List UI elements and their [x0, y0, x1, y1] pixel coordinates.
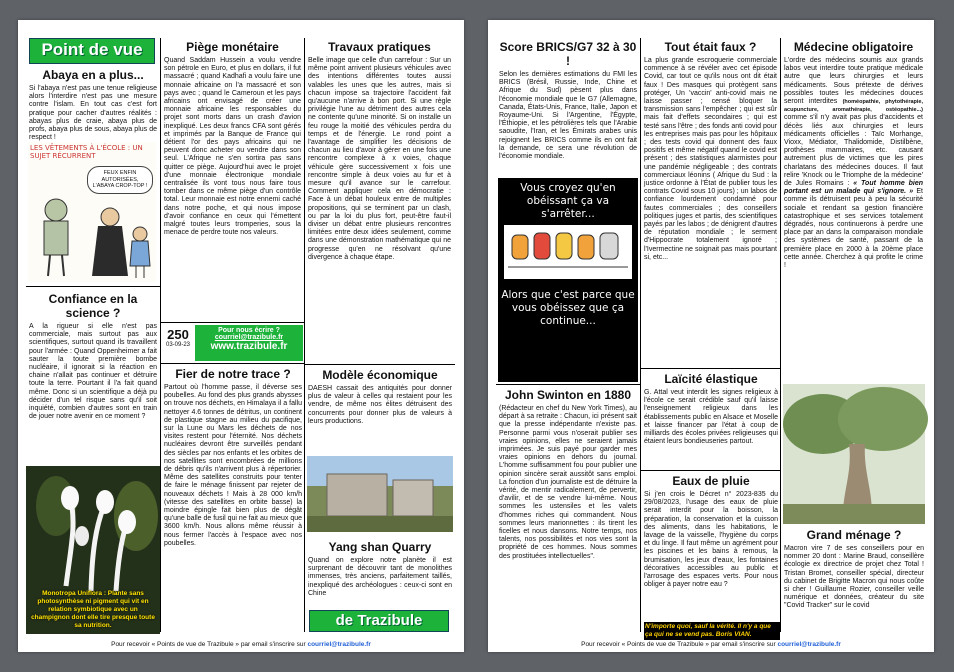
modele-title: Modèle économique [322, 368, 438, 382]
left-footer [18, 641, 464, 648]
vian-quote: N'importe quoi, sauf la vérité. Il n'y a que ça qui ne se vend pas. Boris VIAN. [644, 622, 780, 640]
abaya-cartoon-title: LES VÊTEMENTS À L'ÉCOLE : UN SUJET RÉCURRENT [30, 144, 143, 160]
newsletter-page-right [488, 20, 934, 652]
abaya-text: Si l'abaya n'est pas une tenue religieuse alors l'interdire n'est pas une mesure contre l'islam. En tout cas c'est fort pratique pour cacher d'autres réalités : abayas plus de craie, abaya plus de profs, abaya plus de sous, abaya plus de respect ! [29, 85, 157, 142]
cartoon-figures-icon [28, 142, 156, 282]
dechets-title: Fier de notre trace ? [175, 367, 291, 381]
medecine-title: Médecine obligatoire [793, 40, 914, 54]
travaux-text: Belle image que celle d'un carrefour : Sur un même point arrivent plusieurs véhicules avec des intentions différentes toutes aussi valables les unes que les autres, mais si chacun impose sa trajectoire l'accident fait qu'aucune n'arrive à bon port. Si une règle privilégie l'une au détriment des autres cela ne contente qu'une minorité. Si on installe un feu rouge la moitié des véhicules perdra du temps et de l'énergie. Le rond point a l'avantage de simplifier les décisions de chacun au lieu d'avoir à gérer en une fois une rencontre complexe à x voies, chaque véhicule gère successivement x fois une rencontre simple à deux voies au fur et à mesure qu'il avance sur le carrefour. Comment appliquer cela en démocratie : Face à un débat houleux entre de multiples propositions, qui se terminent par un clash, ou par la loi du plus fort, peut-être faut-il diviser un débat entre plusieurs rencontres limitées entre deux idées seulement, comme dans une démonstration mathématique qui ne progresse qu'en ne résolvant qu'une divergence à chaque étape. [308, 57, 451, 261]
issue-date: 03-09-23 [165, 342, 191, 348]
brics-text: Selon les dernières estimations du FMI les BRICS (Brésil, Russie, Inde, Chine et Afrique du Sud) pèsent plus dans l'économie mondiale que le G7 (Allemagne, Canada, États-Unis, France, Italie, Japon et Royaume-Uni. Si l'Argentine, l'Égypte, l'Éthiopie, et les pétrolières tels que l'Arabie saoudite, l'Iran, et les Émirats arabes unis rejoignent les BRICS comme ils en ont fait la demande, ce sera une révolution de l'économie mondiale. [499, 71, 637, 161]
issue-number-box [163, 328, 193, 348]
cartoon-bottom-text: Alors que c'est parce que vous obéissez que ça continue... [501, 289, 635, 327]
pluie-text: Si j'en crois le Décret n° 2023-835 du 29/08/2023, l'usage des eaux de pluie serait interdit pour la boisson, la préparation, la conservation et la cuisson des aliments, dans les habitations, le lavage de la vaisselle, l'hygiène du corps et du linge. Il faut même un agrément pour les piscines et les bains à remous, la brumisation, les jeux d'eaux, les fontaines décoratives accessibles au public et l'arrosage des espaces verts. Pour nous obliger à payer notre eau ? [644, 491, 778, 589]
travaux-title: Travaux pratiques [328, 40, 431, 54]
obedience-cartoon [498, 178, 638, 382]
medecine-text-1: L'ordre des médecins soumis aux grands labos veut interdire toute pratique médicale autre que leurs chirurgies et leurs médicaments. Sous prétexte de dérives possibles toutes les médecines douces seront interdites [784, 57, 923, 106]
yang-title: Yang shan Quarry [328, 540, 432, 554]
yang-text: Quand on explore notre planète il est surprenant de découvrir tant de monolithes immenses, très anciens, parfaitement taillés, inexpliqué des archéologues : ceux-ci sont en Chine [308, 557, 452, 597]
left-column-2 [160, 38, 304, 632]
olive-tree-icon [783, 384, 925, 524]
contact-box [195, 325, 303, 361]
monotropa-photo [26, 466, 160, 634]
website-link[interactable]: www.trazibule.fr [210, 341, 288, 352]
medecine-text [784, 57, 923, 270]
laicite-text: G. Attal veut interdit les signes religieux à l'école ce serait crédible sauf qu'il laisse l'enseignement religieux dans les établissements public en Alsace et Moselle et laisse financer par l'état à coup de milliards des écoles privées religieuses qui étaient leurs bondieuseries partout. [644, 389, 778, 446]
abaya-title: Abaya en a plus... [42, 68, 144, 82]
sheep-cartoon-icon [498, 221, 638, 283]
left-column-3 [304, 38, 454, 632]
left-footer-text: Pour recevoir « Points de vue de Trazibule » par email s'inscrire sur [111, 641, 306, 648]
medecine-text-3: Et comme ils détruisent peu à peu la sécurité sociale et rendant sa gestion financière catastrophique et ses services totalement dégradés, nous continuerons à perdre une place par an dans la comparaison mondiale des systèmes de santé, passant de la première place en 2000 à la 20ème place cette année. Cherchez à qui profite le crime ! [784, 188, 923, 270]
right-footer-email[interactable]: courriel@trazibule.fr [777, 641, 841, 648]
left-column-1 [26, 38, 160, 632]
left-footer-email[interactable]: courriel@trazibule.fr [307, 641, 371, 648]
abaya-cartoon-bubble: FEUX ENFIN AUTORISÉES, L'ABAYA CROP-TOP ! [87, 166, 153, 194]
tree-photo [783, 384, 925, 524]
medecine-quote: « Tout homme bien portant est un malade qui s'ignore. » [784, 180, 923, 196]
newsletter-page-left [18, 20, 464, 652]
laicite-title: Laïcité élastique [664, 372, 758, 386]
medecine-text-2: comme s'il n'y avait pas plus d'accidents et décès liés aux chirurgies et leurs médicaments officielles : Taïc Morhange, Vioxx, Médiator, Thalidomide, Distilbène, prothèses mammaires, etc. causant autrement plus de victimes que les pires charlatans des médecines douces. Il faut relire 'Knock ou le Triomphe de la médecine' de Jules Romains : [784, 114, 923, 188]
faux-title: Tout était faux ? [664, 40, 757, 54]
menage-title: Grand ménage ? [806, 528, 902, 542]
menage-text: Macron vire 7 de ses conseillers pour en nommer 20 dont : Marine Braud, conseillère écologie ex directrice de projet chez Total ! Tristan Bromet, conseiller spécial, directeur du cabinet de Brigitte Macron qui nous coûte si cher ! Guillaume Rozier, conseiller veille numérique et données, créateur du site "Covid Tracker" sur le covid [784, 545, 924, 610]
pluie-title: Eaux de pluie [672, 474, 750, 488]
quarry-photo [307, 456, 453, 532]
swinton-title: John Swinton en 1880 [504, 388, 632, 402]
quarry-monolith-icon [307, 456, 453, 532]
contact-email-link[interactable]: courriel@trazibule.fr [214, 334, 284, 341]
modele-text: DAESH cassait des antiquités pour donner plus de valeur à celles qui restaient pour les vendre, de même nos élites détruisent des concurrents pour donner plus de valeurs à leurs productions. [308, 385, 452, 425]
right-column-1 [496, 38, 640, 632]
swinton-text: (Rédacteur en chef du New York Times), au départ à sa retraite : Chacun, ici présent sait que la presse indépendante n'existe pas. Personne parmi vous n'oserait publier ses vraies opinions, elles ne seraient jamais imprimées. Je suis payé pour garder mes vraies opinions en dehors du journal. L'homme suffisamment fou pour publier une opinion sincère serait aussitôt sans emploi. La fonction d'un journaliste est de détruire la vérité, de mentir radicalement, de pervertir, d'avilir, et de se vendre lui-même. Nous sommes les ustensiles et les valets d'hommes riches qui commandent. Nous sommes leurs marionnettes : ils tirent les ficelles et nous dansons. Notre temps, nos talents, nos possibilités et nos vies sont la propriété de ces hommes. Nous sommes des prostituées intellectuelles". [499, 405, 637, 560]
right-column-3 [780, 38, 926, 632]
medecine-list: (homéopathie, phytothérapie, acupuncture, aromathérapie, ostéopathie...) [784, 99, 923, 114]
confiance-text: A la rigueur si elle n'est pas commerciale, mais surtout pas aux scientifiques, surtout quand ils travaillent pour l'armée : Quand Oppenheimer a fait sauter la toute première bombe nucléaire, il ignorait si la réaction en chaine n'allait pas continuer et détruire toute la terre. Pourtant il l'a fait quand même. Donc si un scientifique a déjà pu décider d'un tel risque sans qu'il soit inquiété, combien d'autres sont en train de jouer notre avenir en ce moment ? [29, 323, 157, 421]
banner-de-trazibule: de Trazibule [309, 610, 449, 632]
dechets-text: Partout où l'homme passe, il déverse ses poubelles. Au fond des plus grands abysses on trouve nos déchets, en Himalaya il a fallu nettoyer 4.6 tonnes de détritus, un continent de plastique stagne au milieu du pacifique, sur la Lune ou Mars les déchets de nos visites restent pour l'éternité. Nos déchets nucléaires devront être surveillés pendant des siècles par nos enfants et les orbites de nos satellites sont encombrées de millions de débris qu'ils n'arrivent plus à répertorier. Même des satellites construits pour tenter de faire le ménage finissent par rejeter de nouveaux déchets ! Mais à 28 000 km/h (vitesse des satellites en orbite basse) la moindre épingle fait bien plus de dégât qu'une balle de fusil qui ne fait au mieux que 3600 km/h. Nous allons même réussir à nous fermer l'accès à l'espace avec nos poubelles. [164, 384, 302, 547]
banner-point-de-vue: Point de vue [29, 38, 155, 64]
confiance-title: Confiance en la science ? [48, 292, 138, 320]
right-column-2 [640, 38, 780, 638]
piege-text: Quand Saddam Hussein a voulu vendre son pétrole en Euro, et plus en dollars, il fut massacré ; quand Kadhafi a voulu faire une monnaie africaine on l'a massacré et son pays avec ; quand le Cameroun et les pays africains ont envisagé de créer une monnaie africaine les responsables du projet sont morts dans un crash d'avion inexpliqué. Les deux francs CFA sont gérés et imprimés par la Banque de France qui détient l'or des pays africains qui ne peuvent donc acheter ou vendre dans son seul. L'Afrique ne s'en sortira pas sans quitter ce piège. Aujourd'hui avec le projet d'une monnaie électronique mondiale centralisée ils vont tous nous faire tous tomber dans ce même piège d'un contrôle total. Leur monnaie est notre ennemi caché dans notre poche, et qui nous impose d'avoir confiance en ceux qui l'émettent malgré toutes leurs tromperies, sous la menace de perdre toute nos valeurs. [164, 57, 301, 237]
abaya-cartoon [28, 142, 156, 282]
right-footer [488, 641, 934, 648]
issue-number: 250 [167, 327, 189, 342]
cartoon-top-text: Vous croyez qu'en obéissant ça va s'arrêter... [520, 182, 616, 220]
right-footer-text: Pour recevoir « Points de vue de Trazibule » par email s'inscrire sur [581, 641, 776, 648]
monotropa-caption: Monotropa Uniflora : Plante sans photosynthèse ni pigment qui vit en relation symbiotique avec un champignon dont elle tire presque toute sa nutrition. [31, 590, 155, 629]
faux-text: La plus grande escroquerie commerciale commence à se révéler avec cet épisode Covid, car tout ce qu'ils nous ont dit était faux ! Des masques qui protègent sans protéger, Un 'vaccin' anti-covid mais ne laisse passer ; censé bloquer la transmission sans l'empêcher ; qui est sûr mais fait d'effets secondaires ; qui est testé sans l'être ; des fonds anti covid pour les entreprises mais pas pour les hôpitaux ; des tests covid qui donnent des faux positifs et même négatif quand le covid est présent ; des statistiques alarmistes pour une pandémie négligeable ; des contrats commerciaux léonins ( Afrique du Sud : la justice ordonne à l'État de publier tous les contrats Covid sous 10 jours) ; un labos de confiance lourdement condamné pour fautes commerciales ; des conseillers politiques juges et partis, des scientifiques payés par les labos ; de dénigrent d'autres de réputation mondiale ; le serment d'Hippocrate totalement ignoré ; l'Ivermectine ne soignait pas mais pourtant si, etc... [644, 57, 777, 261]
piege-title: Piège monétaire [186, 40, 279, 54]
write-label: Pour nous écrire ? [218, 327, 280, 334]
brics-title: Score BRICS/G7 32 à 30 ! [499, 40, 637, 68]
